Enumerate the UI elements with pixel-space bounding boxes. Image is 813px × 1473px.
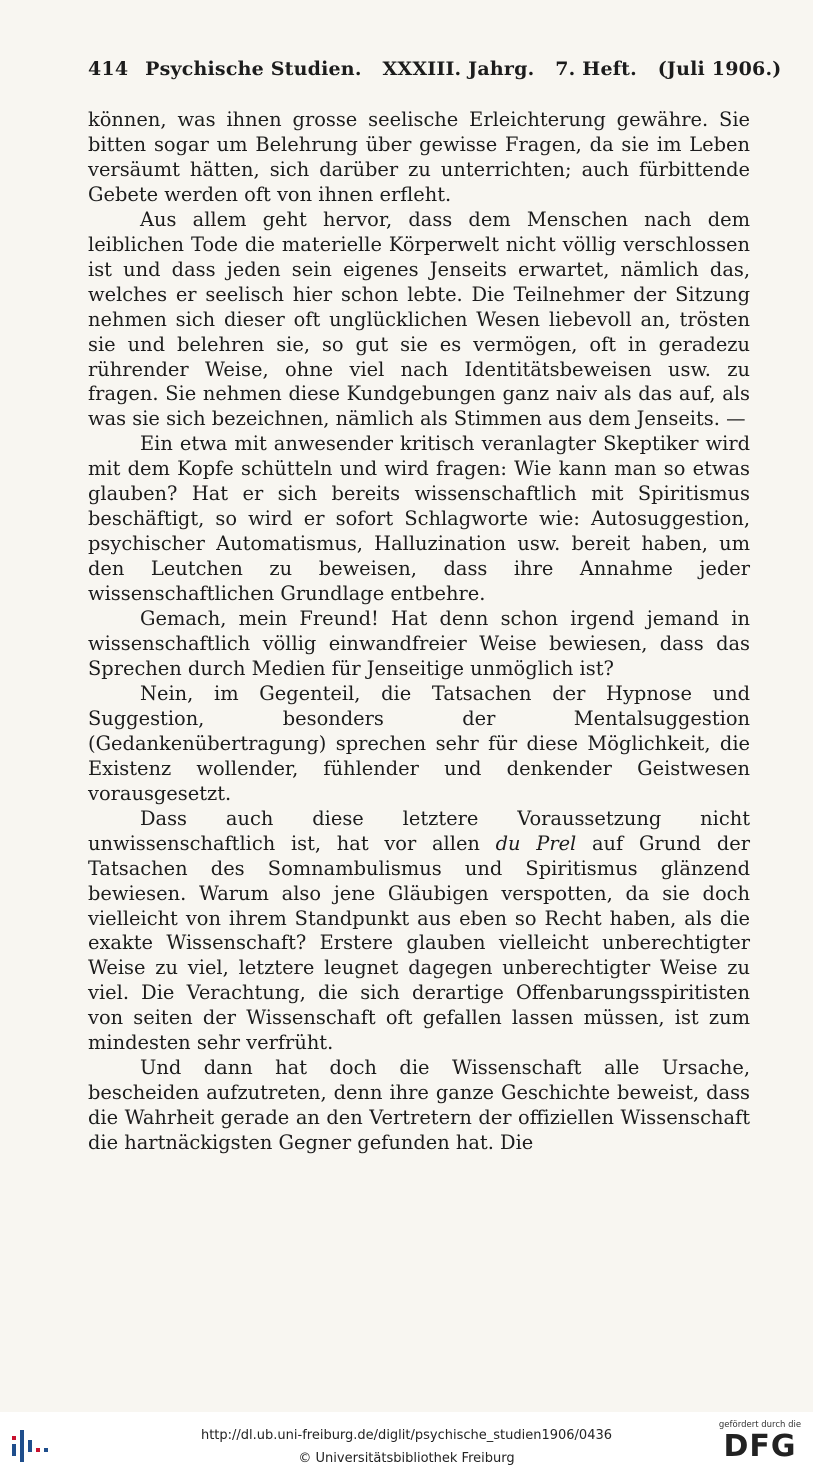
paragraph-text: Dass auch diese letztere Voraussetzung nicht unwissenschaftlich ist, hat vor allen	[88, 806, 750, 855]
paragraph: Nein, im Gegenteil, die Tatsachen der Hypnose und Suggestion, besonders der Mentalsuggestion (Gedankenübertragung) sprechen sehr für diese Möglichkeit, die Existenz wollender, fühlender und denkender Geistwesen vorausgesetzt.	[88, 681, 750, 805]
dfg-funding-note: gefördert durch die	[718, 1420, 802, 1430]
running-header	[88, 58, 782, 88]
paragraph: Aus allem geht hervor, dass dem Menschen nach dem leiblichen Tode die materielle Körperwelt nicht völlig verschlossen ist und dass jeden sein eigenes Jenseits erwartet, nämlich das, welches er seelisch hier schon lebte. Die Teilnehmer der Sitzung nehmen sich dieser oft unglücklichen Wesen liebevoll an, trösten sie und belehren sie, so gut sie es vermögen, oft in geradezu rührender Weise, ohne viel nach Identitätsbeweisen usw. zu fragen. Sie nehmen diese Kundgebungen ganz naiv als das auf, als was sie sich bezeichnen, nämlich als Stimmen aus dem Jenseits. —	[88, 207, 750, 431]
paragraph: Und dann hat doch die Wissenschaft alle Ursache, bescheiden aufzutreten, denn ihre ganze Geschichte beweist, dass die Wahrheit gerade an den Vertretern der offiziellen Wissenschaft die hartnäckigsten Gegner gefunden hat. Die	[88, 1056, 750, 1155]
author-name-emphasis: du Prel	[495, 831, 577, 855]
paragraph: Gemach, mein Freund! Hat denn schon irgend jemand in wissenschaftlich völlig einwandfreier Weise bewiesen, dass das Sprechen durch Medien für Jenseitige unmöglich ist?	[88, 607, 750, 680]
volume-year: XXXIII. Jahrg.	[382, 58, 535, 80]
dfg-logo	[717, 1420, 803, 1470]
paragraph-text: auf Grund der Tatsachen des Somnambulismus und Spiritismus glänzend bewiesen. Warum also jene Gläubigen verspotten, da sie doch vielleicht von ihrem Standpunkt aus eben so Recht haben, als die exakte Wissenschaft? Erstere glauben vielleicht unberechtigter Weise zu viel, letztere leugnet dagegen unberechtigter Weise zu viel. Die Verachtung, die sich derartige Offenbarungsspiritisten von seiten der Wissenschaft oft gefallen lassen müssen, ist zum mindesten sehr verfrüht.	[88, 831, 750, 1055]
dfg-wordmark: DFG	[723, 1429, 797, 1464]
issue-date: (Juli 1906.)	[657, 58, 782, 80]
paragraph	[88, 807, 750, 1057]
document-url[interactable]: http://dl.ub.uni-freiburg.de/diglit/psychische_studien1906/0436	[200, 1428, 613, 1443]
paragraph: Ein etwa mit anwesender kritisch veranlagter Skeptiker wird mit dem Kopfe schütteln und wird fragen: Wie kann man so etwas glauben? Hat er sich bereits wissenschaftlich mit Spiritismus beschäftigt, so wird er sofort Schlagworte wie: Autosuggestion, psychischer Automatismus, Halluzination usw. bereit haben, um den Leutchen zu beweisen, dass ihre Annahme jeder wissenschaftlichen Grundlage entbehre.	[88, 432, 750, 606]
body-text	[88, 108, 750, 1156]
page-number: 414	[88, 58, 129, 80]
journal-title: Psychische Studien.	[145, 58, 362, 80]
footer-bar	[0, 1412, 813, 1473]
paragraph: können, was ihnen grosse seelische Erleichterung gewähre. Sie bitten sogar um Belehrung über gewisse Fragen, da sie im Leben versäumt hätten, sich darüber zu unterrichten; auch fürbittende Gebete werden oft von ihnen erfleht.	[88, 108, 750, 206]
issue-number: 7. Heft.	[555, 58, 637, 80]
copyright-notice: © Universitätsbibliothek Freiburg	[298, 1451, 515, 1466]
